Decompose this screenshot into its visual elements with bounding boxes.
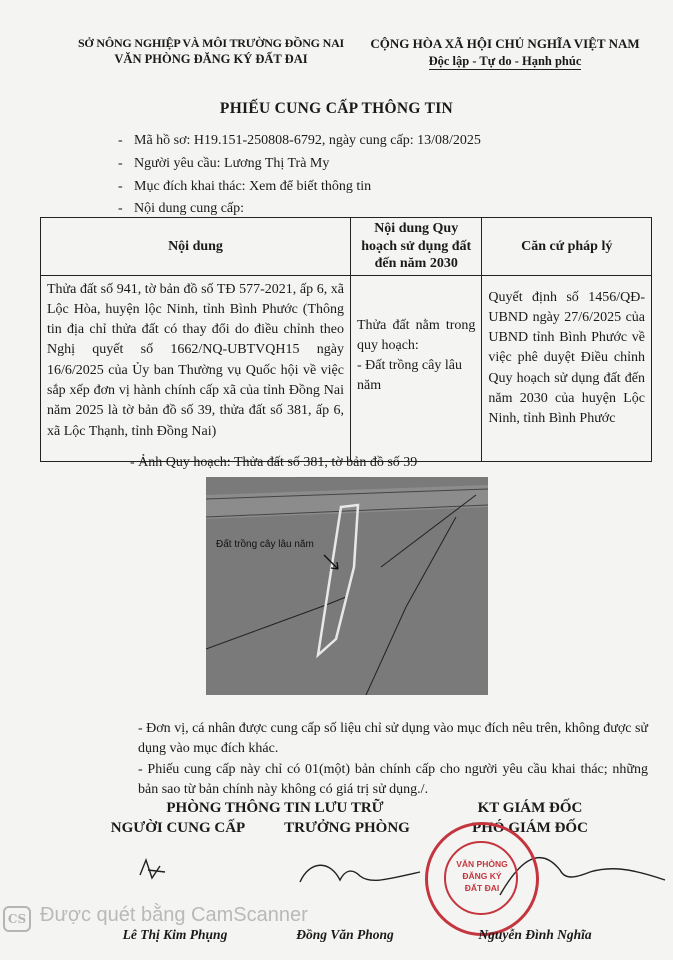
sig-provider-title: NGƯỜI CUNG CẤP bbox=[110, 820, 246, 836]
official-red-stamp: VĂN PHÒNG ĐĂNG KÝ ĐẤT ĐAI bbox=[425, 822, 539, 936]
sig-head-title: TRƯỞNG PHÒNG bbox=[284, 820, 410, 836]
info-file-code: - Mã hồ sơ: H19.151-250808-6792, ngày cung cấp: 13/08/2025 bbox=[118, 133, 481, 148]
sig-director-title: KT GIÁM ĐỐC bbox=[477, 800, 583, 816]
info-purpose: - Mục đích khai thác: Xem để biết thông tin bbox=[118, 179, 372, 194]
nation-motto: Độc lập - Tự do - Hạnh phúc bbox=[428, 54, 582, 68]
map-caption: - Ảnh Quy hoạch: Thửa đất số 381, tờ bản đồ số 39 bbox=[130, 455, 418, 470]
nation-name: CỘNG HÒA XÃ HỘI CHỦ NGHĨA VIỆT NAM bbox=[370, 36, 640, 51]
info-content-label: - Nội dung cung cấp: bbox=[118, 201, 245, 216]
cell-legal: Quyết định số 1456/QĐ-UBND ngày 27/6/2025 của UBND tỉnh Bình Phước về việc phê duyệt Điều chỉnh Quy hoạch sử dụng đất đến năm 2030 của huyện Lộc Ninh, tỉnh Bình Phước bbox=[482, 275, 652, 461]
agency-parent: SỞ NÔNG NGHIỆP VÀ MÔI TRƯỜNG ĐỒNG NAI bbox=[77, 36, 345, 50]
note-usage: - Đơn vị, cá nhân được cung cấp số liệu chỉ sử dụng vào mục đích nêu trên, không được sử dụng vào mục đích khác. bbox=[138, 721, 648, 757]
map-land-label: Đất trồng cây lâu năm bbox=[216, 539, 314, 550]
col-header-content: Nội dung bbox=[41, 218, 351, 276]
col-header-planning: Nội dung Quy hoạch sử dụng đất đến năm 2030 bbox=[351, 218, 482, 276]
signature-left bbox=[140, 860, 165, 878]
sig-dept-title: PHÒNG THÔNG TIN LƯU TRỮ bbox=[166, 800, 384, 816]
col-header-legal: Căn cứ pháp lý bbox=[482, 218, 652, 276]
signer-name-left: Lê Thị Kim Phụng bbox=[122, 927, 228, 942]
signer-name-right: Nguyễn Đình Nghĩa bbox=[478, 927, 592, 942]
agency-name: VĂN PHÒNG ĐĂNG KÝ ĐẤT ĐAI bbox=[114, 52, 308, 66]
camscanner-logo: CS bbox=[3, 906, 31, 932]
signature-middle bbox=[300, 865, 420, 882]
camscanner-watermark: Được quét bằng CamScanner bbox=[40, 904, 308, 926]
cell-content: Thửa đất số 941, tờ bản đồ số TĐ 577-2021, ấp 6, xã Lộc Hòa, huyện lộc Ninh, tỉnh Bình Phước (Thông tin địa chỉ thửa đất có thay đổi do điều chỉnh theo Nghị quyết số 1662/NQ-UBTVQH15 ngày 16/6/2025 của Ủy ban Thường vụ Quốc hội về việc sắp xếp đơn vị hành chính cấp xã của tỉnh Đồng Nai năm 2025 là tờ bản đồ số 39, thửa đất số 381, ấp 6, xã Lộc Thạnh, tỉnh Đồng Nai) bbox=[41, 275, 351, 461]
info-requester: - Người yêu cầu: Lương Thị Trà My bbox=[118, 156, 330, 171]
document-title: PHIẾU CUNG CẤP THÔNG TIN bbox=[219, 100, 454, 117]
sig-deputy-title: PHÓ GIÁM ĐỐC bbox=[472, 820, 588, 836]
signer-name-middle: Đồng Văn Phong bbox=[296, 927, 394, 942]
note-validity: - Phiếu cung cấp này chỉ có 01(một) bản chính cấp cho người yêu cầu khai thác; những bản sao từ bản chính này không có giá trị sử dụng./. bbox=[138, 762, 648, 798]
cell-planning: Thửa đất nằm trong quy hoạch: - Đất trồng cây lâu năm bbox=[351, 275, 482, 461]
